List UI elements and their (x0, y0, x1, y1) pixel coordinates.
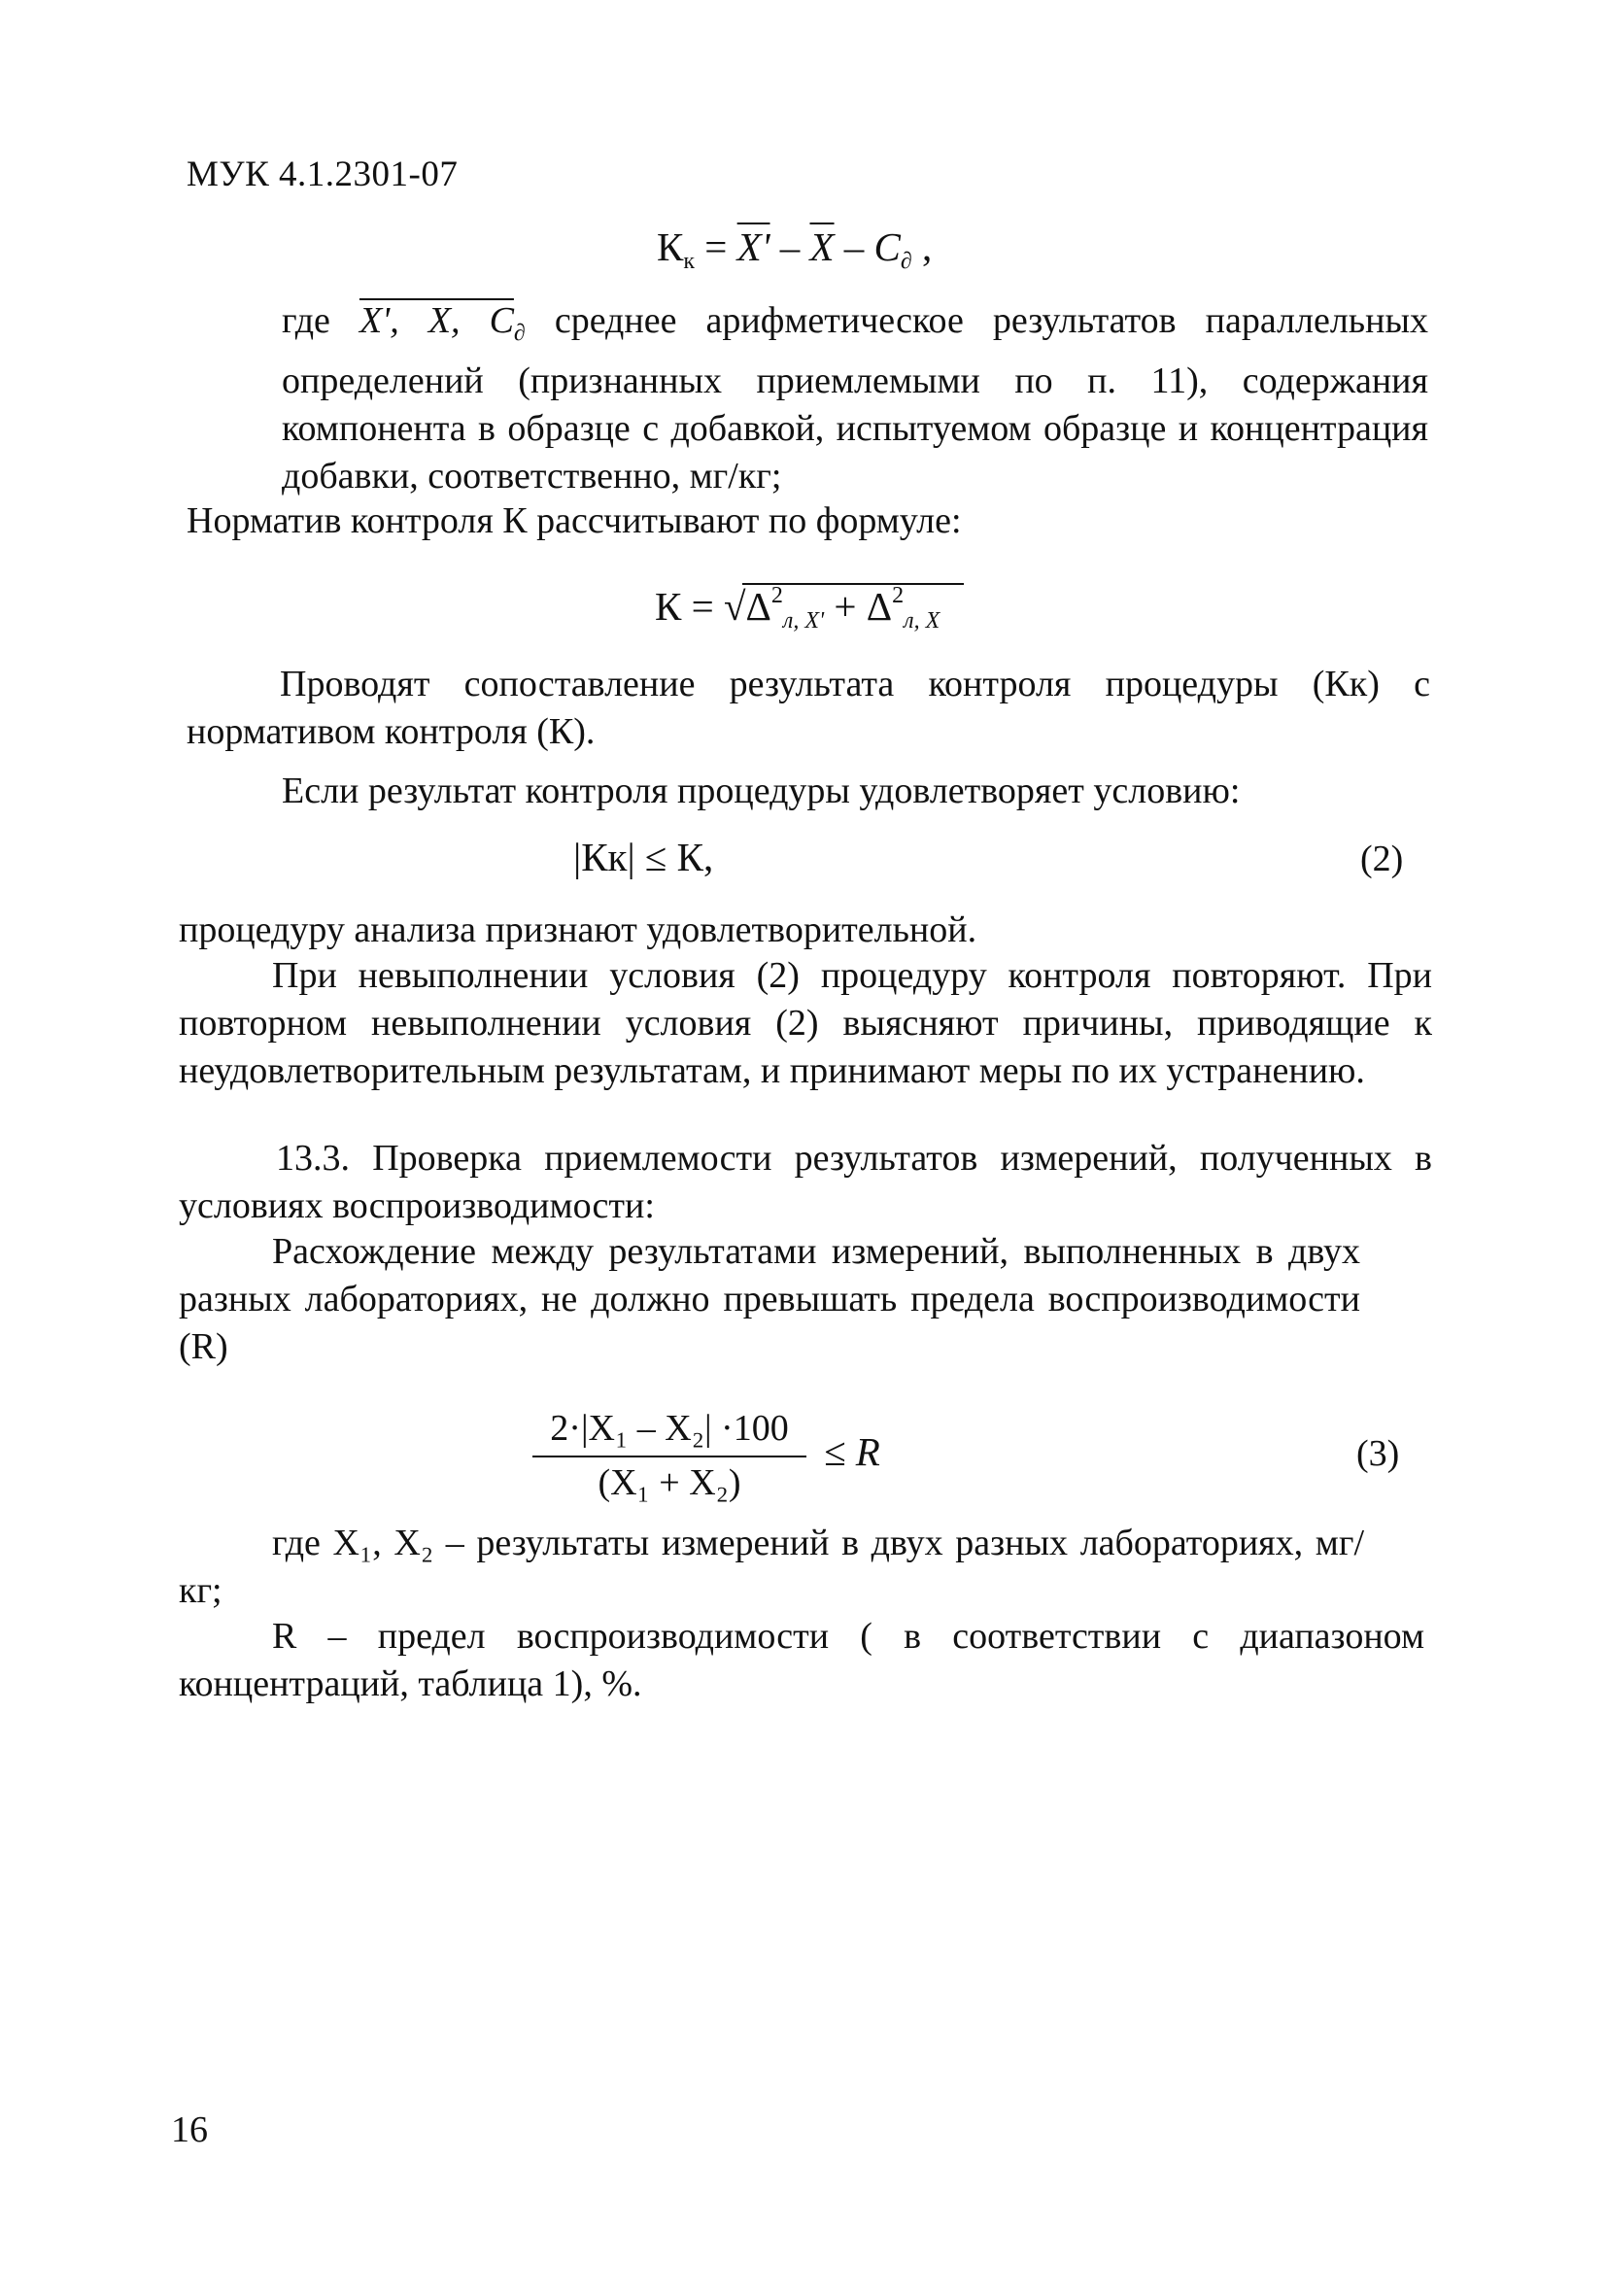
formula-kk-x: $\overline{X}$ (809, 224, 835, 269)
fraction-bar (532, 1456, 806, 1457)
formula-condition: |Кк| ≤ К, (573, 835, 714, 879)
page-number: 16 (171, 2109, 208, 2150)
formula-k-delta-1-sub: л, X' (782, 608, 825, 634)
formula-k (655, 583, 940, 634)
accept-paragraph: процедуру анализа признают удовлетворительной. (179, 909, 977, 950)
formula-k-delta-1-sup: 2 (770, 583, 783, 608)
where-paragraph-2: где X₁, X₂ – результаты измерений в двух разных лабораториях, мг/кг; (179, 1523, 1364, 1611)
formula-kk-minus-1: – (769, 224, 810, 269)
formula-kk-eq: = (695, 224, 737, 269)
section-13-3: 13.3. Проверка приемлемости результатов измерений, полученных в условиях воспроизводимости: (179, 1138, 1432, 1226)
sqrt-vinculum (742, 583, 964, 585)
if-paragraph: Если результат контроля процедуры удовлетворяет условию: (282, 771, 1241, 811)
formula-k-delta-2: Δ (866, 584, 893, 629)
formula-kk-tail: , (911, 224, 933, 269)
formula-kk-x-prime: X' (736, 224, 770, 269)
formula-k-delta-1: Δ (745, 584, 771, 629)
compare-paragraph: Проводят сопоставление результата контроля процедуры (Кк) с нормативом контроля (К). (187, 664, 1430, 752)
formula-kk-lhs-sub: к (683, 249, 696, 274)
fraction-numerator: 2·|X₁ – X₂| ·100 (550, 1408, 789, 1449)
equation-number-2: (2) (1360, 839, 1404, 879)
equation-number-3: (3) (1356, 1433, 1400, 1474)
formula-k-delta-2-sub: л, X (904, 608, 940, 634)
divergence-paragraph: Расхождение между результатами измерений, выполненных в двух разных лабораториях, не должно превышать предела воспроизводимости (R) (179, 1231, 1360, 1367)
r-definition: R – предел воспроизводимости ( в соответствии с диапазоном концентраций, таблица 1), %. (179, 1616, 1424, 1704)
formula-kk-minus-2: – (834, 224, 874, 269)
formula-k-delta-2-sup: 2 (892, 583, 905, 608)
where-symbols-sub: ∂ (513, 321, 526, 346)
fail-paragraph: При невыполнении условия (2) процедуру контроля повторяют. При повторном невыполнении условия (2) выясняют причины, приводящие к неудовлетворительным результатам, и принимают меры по их устранению. (179, 955, 1432, 1091)
formula-k-plus: + (824, 584, 867, 629)
formula-kk-c: C (873, 224, 901, 269)
formula-kk-c-sub: ∂ (900, 249, 912, 274)
formula-r-rhs: ≤ R (824, 1429, 880, 1474)
where-symbols: X', X, C (359, 300, 514, 341)
formula-k-lhs: К = √ (655, 584, 746, 629)
where-text: среднее арифметическое результатов параллельных определений (признанных приемлемыми по п. 11), содержания компонента в образце с добавкой, испытуемом образце и концентрация добавки, соответственно, мг/кг; (282, 300, 1428, 497)
fraction-denominator: (X₁ + X₂) (598, 1462, 741, 1503)
formula-kk-lhs: К (657, 224, 684, 269)
formula-kk (657, 223, 932, 275)
where-lead: где (282, 300, 359, 341)
where-paragraph-1 (282, 297, 1428, 500)
norm-intro: Норматив контроля К рассчитывают по формуле: (187, 500, 962, 541)
document-code-header: МУК 4.1.2301-07 (187, 154, 459, 194)
